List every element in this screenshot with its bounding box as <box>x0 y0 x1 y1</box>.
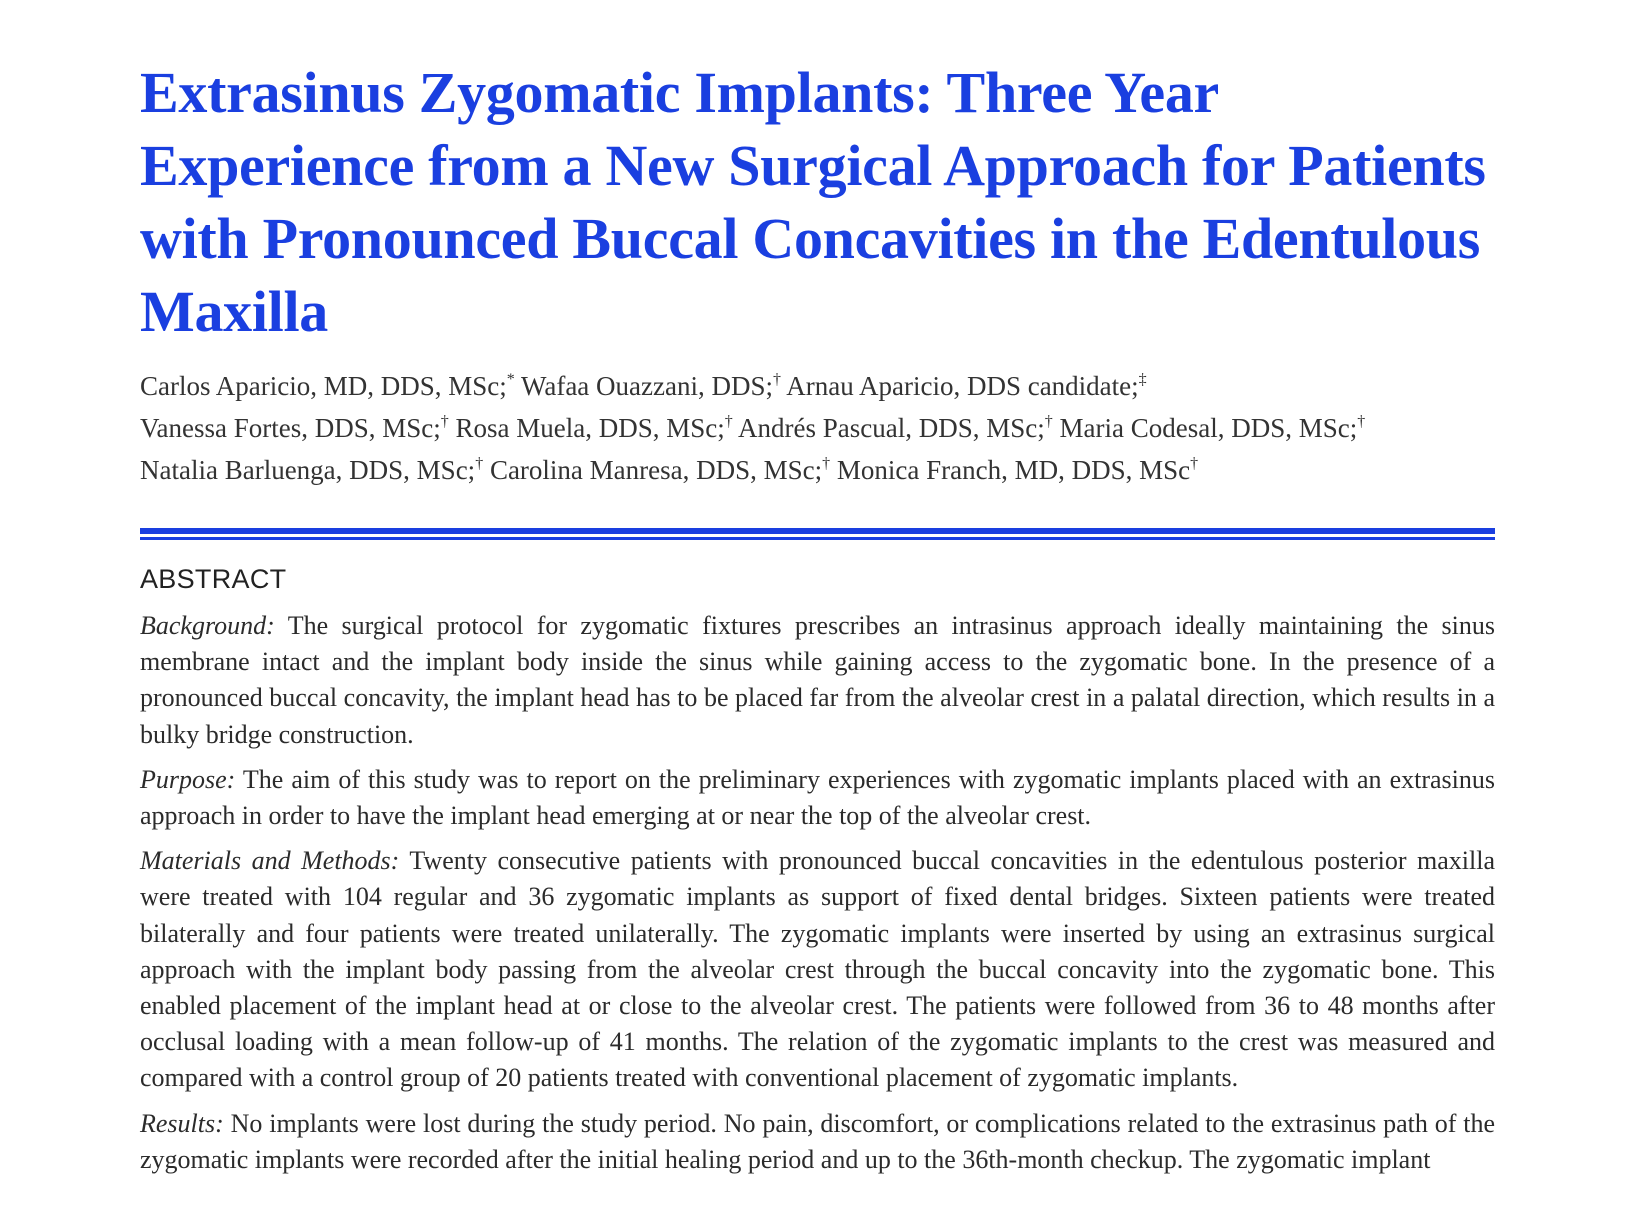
author: Maria Codesal, DDS, MSc;† <box>1059 413 1366 443</box>
author: Monica Franch, MD, DDS, MSc† <box>836 455 1199 485</box>
abstract-methods: Materials and Methods: Twenty consecutive patients with pronounced buccal concavities in the edentulous posterior maxilla were treated with 104 regular and 36 zygomatic implants as support of fixed dental bridges. Sixteen patients were treated bilaterally and four patients were treated unilaterally. The zygomatic implants were inserted by using an extrasinus surgical approach with the implant body passing from the alveolar crest through the buccal concavity into the zygomatic bone. This enabled placement of the implant head at or close to the alveolar crest. The patients were followed from 36 to 48 months after occlusal loading with a mean follow-up of 41 months. The relation of the zygomatic implants to the crest was measured and compared with a control group of 20 patients treated with conventional placement of zygomatic implants. <box>140 846 1495 1093</box>
abstract-heading: ABSTRACT <box>140 564 287 594</box>
paper-title: Extrasinus Zygomatic Implants: Three Year Experience from a New Surgical Approach for Patients with Pronounced Buccal Concavities in the Edentulous Maxilla <box>140 60 1486 344</box>
header-rule-thin <box>140 537 1495 540</box>
author-list <box>140 365 1495 491</box>
abstract-purpose: Purpose: The aim of this study was to report on the preliminary experiences with zygomatic implants placed with an extrasinus approach in order to have the implant head emerging at or near the top of the alveolar crest. <box>140 764 1495 831</box>
author: Andrés Pascual, DDS, MSc;† <box>738 413 1053 443</box>
author: Vanessa Fortes, DDS, MSc;† <box>140 413 449 443</box>
author: Arnau Aparicio, DDS candidate;‡ <box>786 371 1147 401</box>
author: Carolina Manresa, DDS, MSc;† <box>489 455 831 485</box>
abstract-background: Background: The surgical protocol for zygomatic fixtures prescribes an intrasinus approach ideally maintaining the sinus membrane intact and the implant body inside the sinus while gaining access to the zygomatic bone. In the presence of a pronounced buccal concavity, the implant head has to be placed far from the alveolar crest in a palatal direction, which results in a bulky bridge construction. <box>140 611 1495 749</box>
abstract-results: Results: No implants were lost during the study period. No pain, discomfort, or complications related to the extrasinus path of the zygomatic implants were recorded after the initial healing period and up to the 36th-month checkup. The zygomatic implant <box>140 1108 1496 1174</box>
author: Rosa Muela, DDS, MSc;† <box>455 413 733 443</box>
header-rule-thick <box>140 528 1495 534</box>
author: Natalia Barluenga, DDS, MSc;† <box>140 455 484 485</box>
author: Wafaa Ouazzani, DDS;† <box>521 371 781 401</box>
author: Carlos Aparicio, MD, DDS, MSc;* <box>140 371 515 401</box>
abstract-body <box>140 608 1495 1187</box>
